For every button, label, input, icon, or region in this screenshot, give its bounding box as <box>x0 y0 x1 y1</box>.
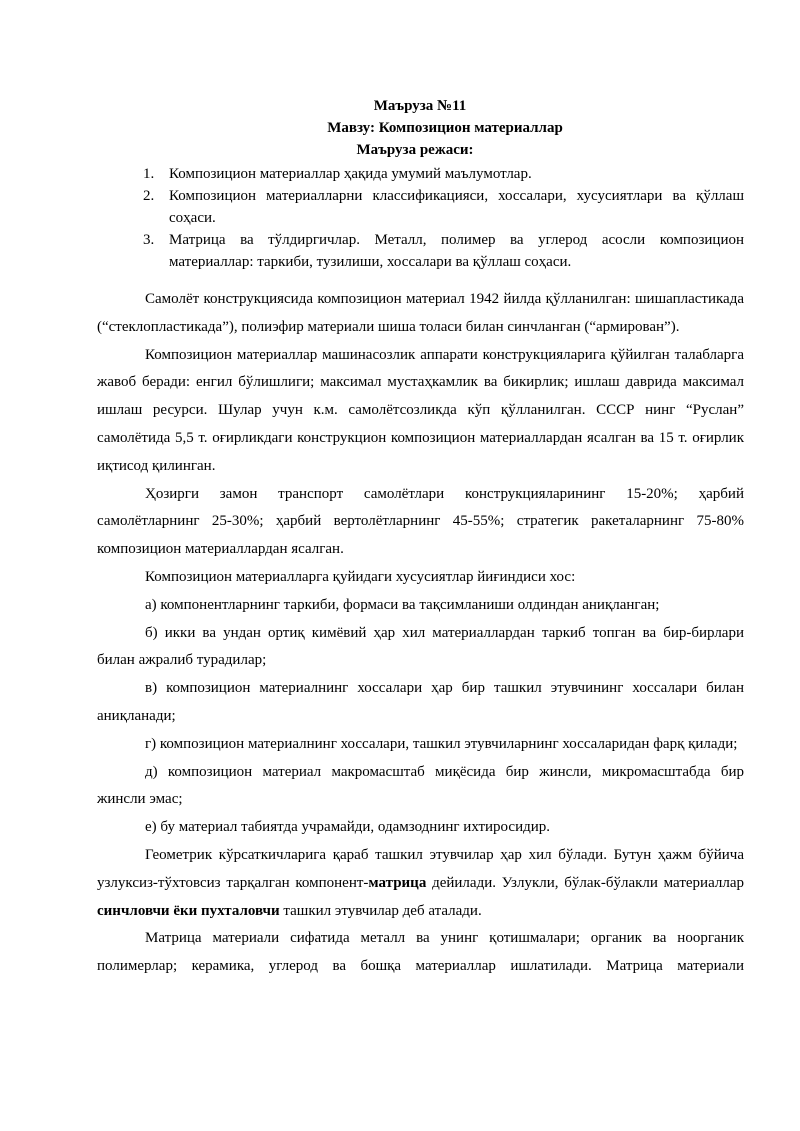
document-body <box>97 286 744 981</box>
paragraph: Композицион материаллар машинасозлик аппарати конструкцияларига қўйилган талабларга жавоб беради: енгил бўлишлиги; максимал мустаҳкамлик ва бикирлик; ишлаш даврида максимал ишлаш ресурси. Шулар учун к.м. самолётсозликда кўп қўлланилган. СССР нинг “Руслан” самолётида 5,5 т. оғирликдаги конструкцион композицион материаллардан ясалган ва 15 т. оғирлик иқтисод қилинган. <box>97 346 744 474</box>
lecture-number: Маъруза №11 <box>373 98 467 114</box>
plan-item <box>143 229 744 273</box>
paragraph: в) композицион материалнинг хоссалари ҳар бир ташкил этувчининг хоссалари билан аниқланади; <box>97 680 744 724</box>
paragraph: Матрица материали сифатида металл ва унинг қотишмалари; органик ва ноорганик полимерлар; керамика, углерод ва бошқа материаллар ишлатилади. Матрица материали <box>97 930 744 975</box>
bold-term-matrix: матрица <box>368 874 427 891</box>
paragraph: д) композицион материал макромасштаб миқёсида бир жинсли, микромасштабда бир жинсли эмас; <box>97 763 744 808</box>
plan-item-number: 1. <box>143 166 155 182</box>
plan-title: Маъруза режаси: <box>356 142 474 158</box>
text-run: дейилади. Узлукли, бўлак-бўлакли материаллар <box>426 874 744 891</box>
text-run: Геометрик кўрсаткичларига қараб ташкил этувчилар ҳар хил бўлади. Бутун ҳажм бўйича узлуксиз-тўхтовсиз тарқалган компонент- <box>97 846 744 891</box>
plan-item-number: 2. <box>143 188 155 204</box>
paragraph: Самолёт конструкциясида композицион материал 1942 йилда қўлланилган: шишапластикада (“стеклопластикада”), полиэфир материали шиша толаси билан синчланган (“армирован”). <box>97 291 744 335</box>
bold-term-reinforcing: синчловчи ёки пухталовчи <box>97 902 280 919</box>
text-run: ташкил этувчилар деб аталади. <box>279 902 482 919</box>
paragraph: Ҳозирги замон транспорт самолётлари конструкцияларининг 15-20%; ҳарбий самолётларнинг 25-30%; ҳарбий вертолётларнинг 45-55%; стратегик ракеталарнинг 75-80% композицион материаллардан ясалган. <box>97 485 744 558</box>
paragraph: б) икки ва ундан ортиқ кимёвий ҳар хил материаллардан таркиб топган ва бир-бирлари билан ажралиб турадилар; <box>97 624 744 669</box>
paragraph: е) бу материал табиятда учрамайди, одамзоднинг ихтиросидир. <box>145 819 550 836</box>
paragraph: Композицион материалларга қуйидаги хусусиятлар йиғиндиси хос: <box>145 568 576 585</box>
plan-item <box>143 185 744 229</box>
paragraph: а) компонентларнинг таркиби, формаси ва тақсимланиши олдиндан аниқланган; <box>145 596 660 613</box>
paragraph <box>97 842 744 925</box>
paragraph: г) композицион материалнинг хоссалари, ташкил этувчиларнинг хоссаларидан фарқ қилади; <box>145 735 738 752</box>
lecture-plan-list <box>143 163 744 273</box>
plan-item-number: 3. <box>143 232 155 248</box>
plan-item-text: Композицион материалларни классификацияси, хоссалари, хусусиятлари ва қўллаш соҳаси. <box>169 188 744 226</box>
lecture-topic: Мавзу: Композицион материаллар <box>327 120 563 136</box>
plan-item <box>143 163 744 185</box>
plan-item-text: Композицион материаллар ҳақида умумий маълумотлар. <box>169 166 532 182</box>
plan-item-text: Матрица ва тўлдиргичлар. Металл, полимер ва углерод асосли композицион материаллар: таркиби, тузилиши, хоссалари ва қўллаш соҳаси. <box>169 232 744 270</box>
